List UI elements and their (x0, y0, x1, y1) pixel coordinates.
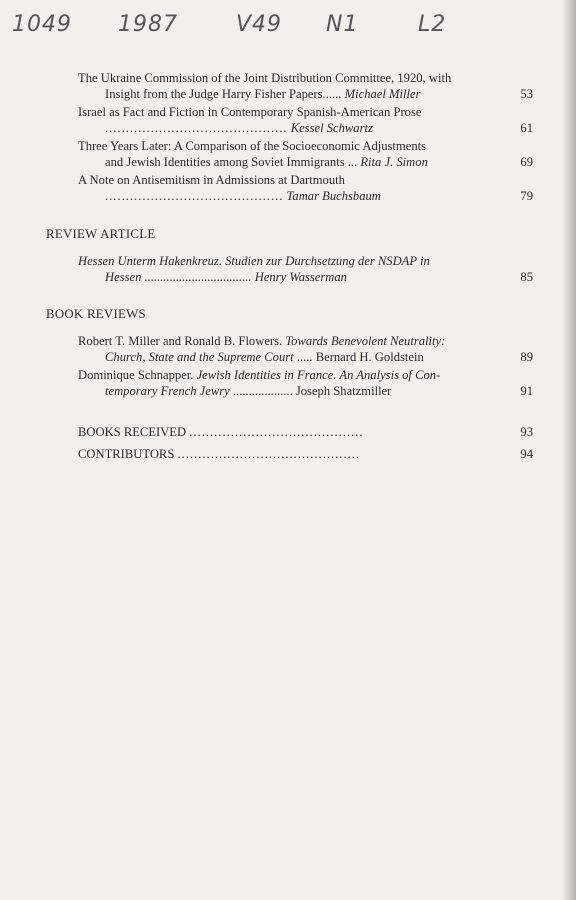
handwritten-issue: N1 (326, 12, 359, 37)
entry-title-line (78, 446, 533, 462)
entry-author: Henry Wasserman (254, 270, 347, 284)
entry-title-line (78, 383, 533, 399)
entry-title-line: The Ukraine Commission of the Joint Distribution Committee, 1920, with (78, 71, 452, 85)
reviewer: ..... Bernard H. Goldstein (296, 350, 424, 364)
review-book-title: Towards Benevolent Neutrality: (285, 334, 446, 348)
review-authors: Robert T. Miller and Ronald B. Flowers. (78, 334, 283, 348)
entry-author: Kessel Schwartz (290, 121, 373, 135)
handwritten-volume: V49 (236, 12, 283, 37)
entry-title-line: Hessen Unterm Hakenkreuz. Studien zur Durchsetzung der NSDAP in (78, 254, 430, 268)
toc-entry (78, 104, 533, 136)
leader-dots: ............................................ (105, 121, 288, 135)
entry-author: Rita J. Simon (360, 155, 428, 169)
toc-entry (78, 172, 533, 204)
toc-entry (78, 333, 533, 365)
handwritten-annotation (0, 4, 576, 44)
entry-title-line: Israel as Fact and Fiction in Contemporary Spanish-American Prose (78, 105, 422, 119)
entry-title-line (78, 349, 533, 365)
entry-title-line (78, 154, 533, 170)
toc-entry (78, 138, 533, 170)
entry-page-number: 79 (520, 189, 533, 203)
entry-label: BOOKS RECEIVED (78, 425, 187, 439)
reviewer: ................... Joseph Shatzmiller (232, 384, 392, 398)
handwritten-year: 1987 (118, 12, 178, 37)
entry-author: Michael Miller (344, 87, 421, 101)
entry-page-number: 89 (520, 350, 533, 364)
entry-title-cont: Hessen .................................. (105, 270, 252, 284)
entry-page-number: 94 (520, 447, 533, 461)
entry-title-line: Three Years Later: A Comparison of the Socioeconomic Adjustments (78, 139, 427, 153)
entry-page-number: 91 (520, 384, 533, 398)
entry-title-line (78, 188, 533, 204)
entry-title-line (78, 86, 533, 102)
page-edge-shadow (562, 0, 576, 900)
handwritten-number: 1049 (12, 12, 72, 37)
review-book-title: Church, State and the Supreme Court (105, 350, 294, 364)
review-book-title: temporary French Jewry (105, 384, 230, 398)
toc-entry-books-received (78, 424, 533, 440)
leader-dots: ............................................ (177, 447, 361, 461)
toc-entry (78, 253, 533, 285)
entry-title-cont: Insight from the Judge Harry Fisher Papers...... (105, 87, 342, 101)
toc-entry-contributors (78, 446, 533, 462)
review-book-title: Jewish Identities in France. An Analysis of Con- (196, 368, 441, 382)
entry-page-number: 61 (520, 121, 533, 135)
entry-page-number: 53 (520, 87, 533, 101)
toc-entry (78, 70, 533, 102)
entry-title-line (78, 269, 533, 285)
entry-page-number: 69 (520, 155, 533, 169)
review-authors: Dominique Schnapper. (78, 368, 194, 382)
entry-title-cont: and Jewish Identities among Soviet Immigrants ... (105, 155, 358, 169)
entry-title-line: A Note on Antisemitism in Admissions at Dartmouth (78, 173, 345, 187)
entry-title-line (78, 120, 533, 136)
entry-title-line (78, 333, 516, 349)
entry-title-line (78, 424, 533, 440)
entry-page-number: 93 (520, 425, 533, 439)
section-heading-review-article: REVIEW ARTICLE (46, 227, 156, 241)
entry-page-number: 85 (520, 270, 533, 284)
entry-author: Tamar Buchsbaum (286, 189, 381, 203)
entry-title-line (78, 367, 516, 383)
entry-label: CONTRIBUTORS (78, 447, 175, 461)
leader-dots: .......................................... (189, 425, 364, 439)
toc-entry (78, 367, 533, 399)
leader-dots: ........................................... (105, 189, 284, 203)
handwritten-part: L2 (418, 12, 447, 37)
section-heading-book-reviews: BOOK REVIEWS (46, 307, 146, 321)
